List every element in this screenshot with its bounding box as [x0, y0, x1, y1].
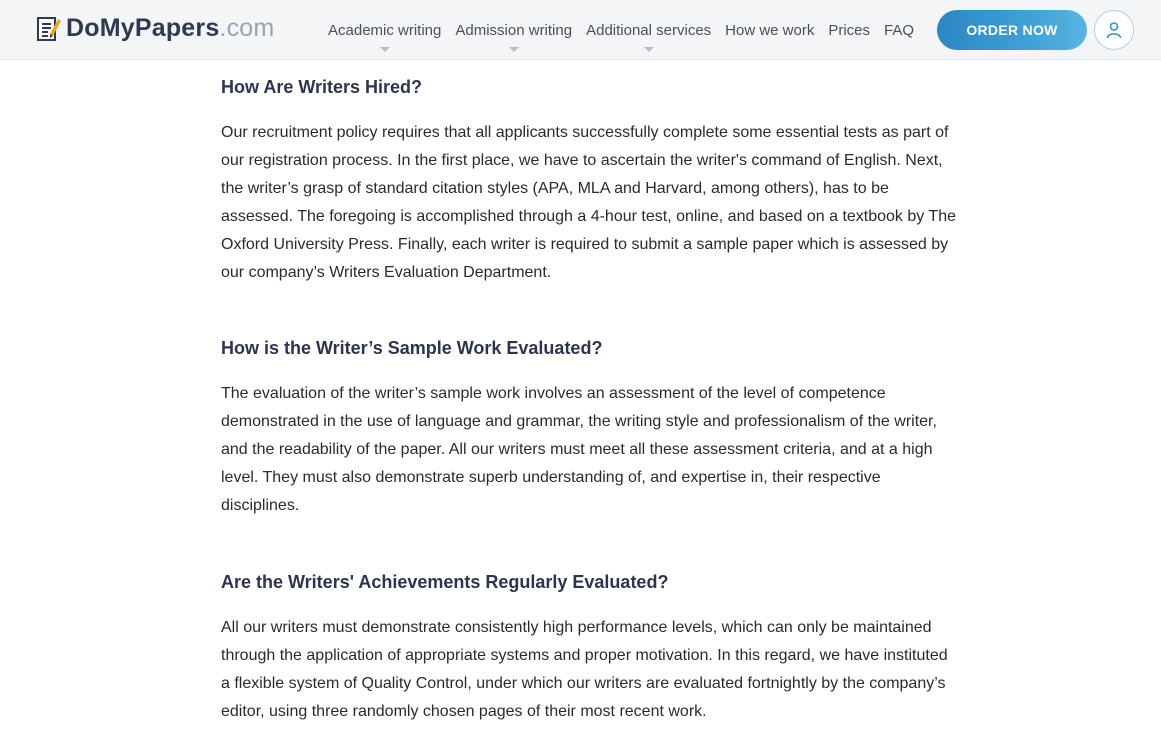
- user-icon: [1105, 21, 1123, 39]
- nav-faq[interactable]: [884, 22, 914, 39]
- notepad-pencil-icon: [36, 15, 62, 43]
- nav-additional-services[interactable]: [586, 22, 711, 39]
- site-header: [0, 0, 1161, 60]
- section-heading: How is the Writer’s Sample Work Evaluated?: [221, 338, 603, 358]
- section-heading: How Are Writers Hired?: [221, 77, 423, 97]
- logo-tld: .com: [219, 14, 275, 42]
- nav-admission-writing[interactable]: [455, 22, 572, 39]
- nav-academic-writing[interactable]: [328, 22, 441, 39]
- logo-text: [66, 14, 274, 43]
- nav-how-we-work[interactable]: [725, 22, 814, 39]
- chevron-down-icon: [644, 47, 654, 52]
- nav-label: FAQ: [884, 21, 915, 39]
- nav-label: How we work: [725, 21, 815, 39]
- page-scrollbar[interactable]: [1155, 60, 1161, 754]
- nav-label: Prices: [828, 21, 871, 39]
- order-now-button[interactable]: ORDER NOW: [937, 10, 1087, 50]
- section-body: All our writers must demonstrate consistently high performance levels, which can only be maintained through the application of appropriate systems and proper motivation. In this regard, we have instituted a flexible system of Quality Control, under which our writers are evaluated fortnightly by the company’s editor, using three randomly chosen pages of their most recent work.: [221, 619, 948, 720]
- section-heading: Are the Writers' Achievements Regularly Evaluated?: [221, 572, 669, 592]
- chevron-down-icon: [509, 47, 519, 52]
- section-body: The evaluation of the writer’s sample work involves an assessment of the level of competence demonstrated in the use of language and grammar, the writing style and professionalism of the writer, and the readability of the paper. All our writers must meet all these assessment criteria, and at a high level. They must also demonstrate superb understanding of, and expertise in, their respective disciplines.: [221, 385, 937, 514]
- account-button[interactable]: [1094, 10, 1134, 50]
- nav-label: Additional services: [586, 21, 712, 39]
- nav-prices[interactable]: [828, 22, 870, 39]
- chevron-down-icon: [380, 47, 390, 52]
- section-body: Our recruitment policy requires that all applicants successfully complete some essential tests as part of our registration process. In the first place, we have to ascertain the writer's command of English. Next, the writer’s grasp of standard citation styles (APA, MLA and Harvard, among others), has to be assessed. The foregoing is accomplished through a 4-hour test, online, and based on a textbook by The Oxford University Press. Finally, each writer is required to submit a sample paper which is assessed by our company’s Writers Evaluation Department.: [221, 124, 956, 281]
- logo-brand: DoMyPapers: [66, 14, 220, 42]
- nav-label: Academic writing: [328, 21, 442, 39]
- site-logo[interactable]: [36, 14, 274, 43]
- nav-label: Admission writing: [455, 21, 573, 39]
- main-nav: [328, 0, 928, 60]
